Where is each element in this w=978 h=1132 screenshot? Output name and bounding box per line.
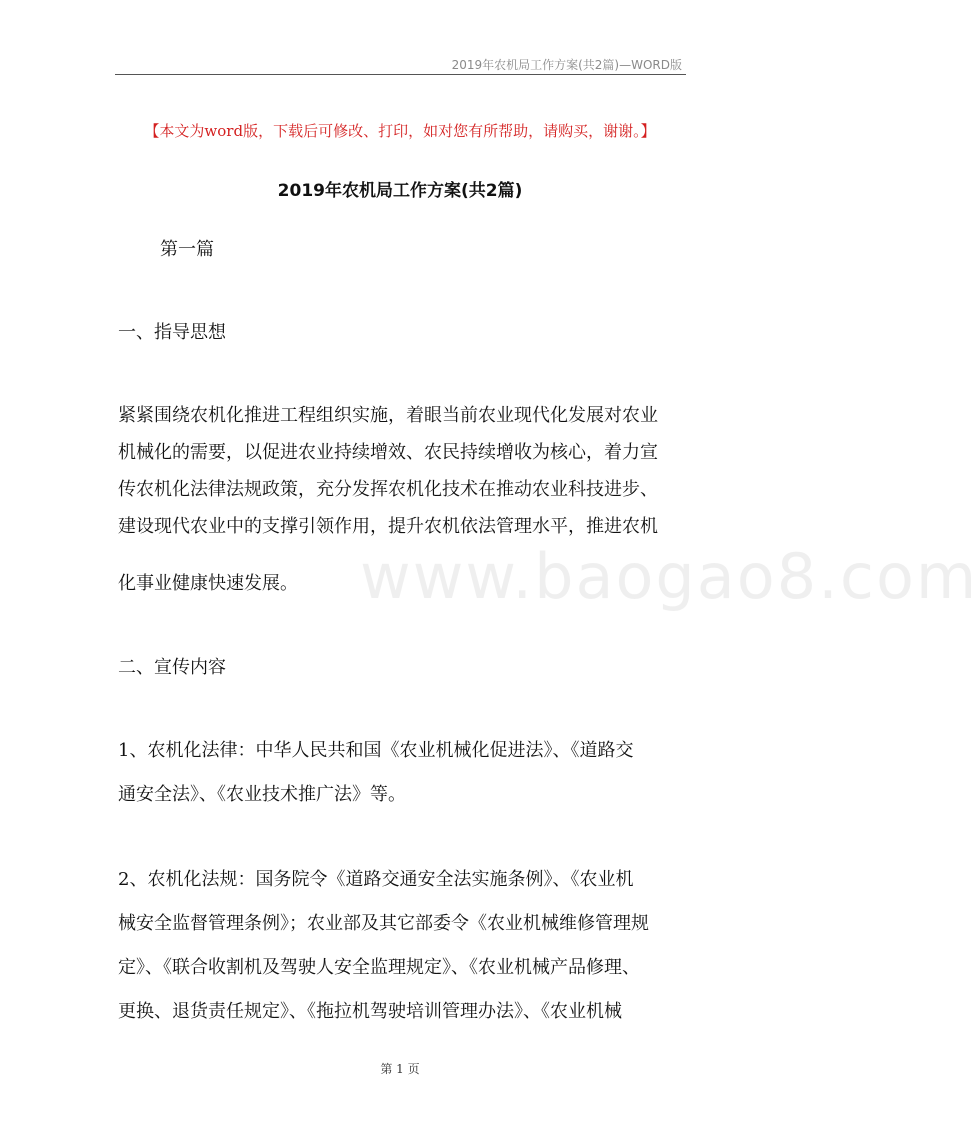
paragraph-line: 建设现代农业中的支撑引领作用，提升农机依法管理水平，推进农机	[118, 516, 658, 537]
purchase-notice: 【本文为word版，下载后可修改、打印，如对您有所帮助，请购买，谢谢。】	[144, 122, 656, 140]
watermark: www.baogao8.com	[360, 540, 978, 613]
list-item-line: 更换、退货责任规定》、《拖拉机驾驶培训管理办法》、《农业机械	[118, 1001, 622, 1022]
paragraph-line: 化事业健康快速发展。	[118, 573, 298, 594]
header-divider	[115, 74, 686, 75]
list-item-line: 定》、《联合收割机及驾驶人安全监理规定》、《农业机械产品修理、	[118, 957, 640, 978]
section-heading-publicity-content: 二、宣传内容	[118, 657, 226, 678]
list-item-line: 通安全法》、《农业技术推广法》等。	[118, 784, 406, 805]
page-number: 第 1 页	[380, 1062, 420, 1076]
list-item-line: 1、农机化法律：中华人民共和国《农业机械化促进法》、《道路交	[118, 740, 634, 761]
paragraph-line: 机械化的需要，以促进农业持续增效、农民持续增收为核心，着力宣	[118, 442, 658, 463]
document-title: 2019年农机局工作方案(共2篇)	[277, 181, 523, 201]
paragraph-line: 紧紧围绕农机化推进工程组织实施，着眼当前农业现代化发展对农业	[118, 405, 658, 426]
list-item-line: 2、农机化法规：国务院令《道路交通安全法实施条例》、《农业机	[118, 869, 634, 890]
section-heading-guiding-ideology: 一、指导思想	[118, 322, 226, 343]
list-item-line: 械安全监督管理条例》；农业部及其它部委令《农业机械维修管理规	[118, 913, 649, 934]
paragraph-line: 传农机化法律法规政策，充分发挥农机化技术在推动农业科技进步、	[118, 479, 658, 500]
running-header: 2019年农机局工作方案(共2篇)—WORD版	[451, 58, 682, 72]
part-label: 第一篇	[160, 239, 214, 260]
